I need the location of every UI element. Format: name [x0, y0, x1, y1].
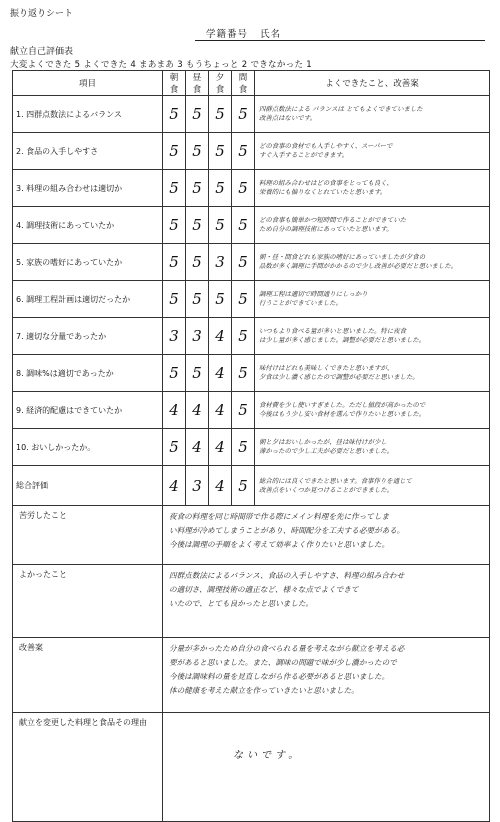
evaluation-row [13, 244, 490, 281]
score-dinner: 3 [209, 244, 232, 281]
score-dinner: 5 [209, 207, 232, 244]
row-note [255, 207, 490, 244]
score-lunch: 5 [186, 281, 209, 318]
score-breakfast: 5 [163, 244, 186, 281]
total-note-line: 改善点をいくつか見つけることができました。 [259, 485, 394, 494]
row-note [255, 392, 490, 429]
total-row [13, 466, 490, 506]
note-line: いつもより食べる量が多いと思いました。特に夜食 [259, 327, 406, 335]
reflection-label: 苦労したこと [13, 506, 163, 565]
note-line: 味付けはどれも美味しくできたと思いますが、 [259, 364, 394, 372]
document-title: 振り返りシート [10, 9, 74, 19]
row-note [255, 133, 490, 170]
col-item: 項目 [13, 71, 163, 96]
evaluation-row [13, 133, 490, 170]
note-line: 夕食は少し濃く感じたので調整が必要だと思いました。 [259, 373, 419, 381]
total-score-snack: 5 [232, 466, 255, 506]
total-score-lunch: 3 [186, 466, 209, 506]
reflection-label: よかったこと [13, 565, 163, 638]
score-breakfast: 5 [163, 207, 186, 244]
row-label: 10. おいしかったか。 [13, 429, 163, 466]
name-label: 氏名 [260, 29, 282, 40]
total-note [255, 466, 490, 506]
score-breakfast: 5 [163, 96, 186, 133]
reflection-label: 献立を変更した料理と食品その理由 [13, 713, 163, 822]
score-breakfast: 5 [163, 133, 186, 170]
rating-scale: 大変よくできた 5 よくできた 4 まあまあ 3 もうちょっと 2 できなかった 1 [10, 60, 312, 70]
row-note [255, 355, 490, 392]
student-id-line [206, 26, 281, 40]
evaluation-row [13, 392, 490, 429]
note-line: どの食事の食材でも入手しやすく、スーパーで [259, 142, 393, 150]
note-line: 四群点数法による バランスは とてもよくできていました [259, 105, 423, 113]
score-breakfast: 5 [163, 355, 186, 392]
score-dinner: 4 [209, 355, 232, 392]
note-line: 栄養的にも偏りなくとれていたと思います。 [259, 188, 387, 196]
score-breakfast: 5 [163, 170, 186, 207]
header-row [13, 71, 490, 96]
score-lunch: 5 [186, 207, 209, 244]
score-lunch: 5 [186, 96, 209, 133]
score-snack: 5 [232, 207, 255, 244]
score-lunch: 5 [186, 244, 209, 281]
reflection-line: 分量が多かったため自分の食べられる量を考えながら献立を考える必 [169, 644, 405, 653]
row-label: 1. 四群点数法によるバランス [13, 96, 163, 133]
note-line: すぐ入手することができます。 [259, 151, 348, 159]
score-lunch: 4 [186, 429, 209, 466]
col-note: よくできたこと、改善案 [255, 71, 490, 96]
score-lunch: 5 [186, 133, 209, 170]
score-snack: 5 [232, 133, 255, 170]
score-dinner: 5 [209, 170, 232, 207]
row-label: 7. 適切な分量であったか [13, 318, 163, 355]
student-id-label: 学籍番号 [206, 29, 249, 40]
reflection-line: 今後は調味料の量を見直しながら作る必要があると思いました。 [169, 672, 390, 681]
col-breakfast: 朝食 [163, 71, 186, 96]
row-label: 2. 食品の入手しやすさ [13, 133, 163, 170]
reflection-row [13, 506, 490, 565]
row-note [255, 281, 490, 318]
score-breakfast: 4 [163, 392, 186, 429]
row-label: 3. 料理の組み合わせは適切か [13, 170, 163, 207]
note-line: 薄かったので少し工夫が必要だと思いました。 [259, 447, 394, 455]
note-line: は少し量が多く感じました。調整が必要だと思いました。 [259, 336, 426, 344]
row-note [255, 170, 490, 207]
reflection-text [163, 565, 490, 638]
reflection-text [163, 638, 490, 713]
row-note [255, 429, 490, 466]
evaluation-row [13, 207, 490, 244]
note-line: 行うことができていました。 [259, 299, 343, 307]
score-dinner: 5 [209, 96, 232, 133]
row-label: 9. 経済的配慮はできていたか [13, 392, 163, 429]
row-label: 5. 家族の嗜好にあっていたか [13, 244, 163, 281]
evaluation-row [13, 429, 490, 466]
reflection-line: 要があると思いました。また、調味の問題で味が少し濃かったので [169, 658, 397, 667]
note-line: 料理の組み合わせはどの食事をとっても良く、 [259, 179, 393, 187]
note-line: 調理工程は適切で時間通りにしっかり [259, 290, 368, 298]
score-lunch: 4 [186, 392, 209, 429]
reflection-row [13, 713, 490, 822]
row-note [255, 96, 490, 133]
score-dinner: 4 [209, 429, 232, 466]
reflection-line: 夜食の料理を同じ時間帯で作る際にメイン料理を先に作ってしま [169, 512, 390, 521]
reflection-row [13, 565, 490, 638]
score-snack: 5 [232, 96, 255, 133]
note-line: どの食事も簡単かつ短時間で作ることができていた [259, 216, 406, 224]
reflection-line: の適切さ、調理技術の適正など、様々な点でよくできて [169, 585, 359, 594]
note-line: 朝と夕はおいしかったが、昼は味付けが少し [259, 438, 387, 446]
reflection-label: 改善案 [13, 638, 163, 713]
note-line: ため自分の調理技術にあっていたと思います。 [259, 225, 393, 233]
score-snack: 5 [232, 281, 255, 318]
note-line: 品数が多く調理に手間がかかるので少し改善が必要だと思いました。 [259, 262, 458, 270]
row-note [255, 244, 490, 281]
section-title: 献立自己評価表 [10, 47, 74, 57]
evaluation-row [13, 318, 490, 355]
total-label: 総合評価 [13, 466, 163, 506]
score-snack: 5 [232, 318, 255, 355]
score-snack: 5 [232, 244, 255, 281]
row-label: 4. 調理技術にあっていたか [13, 207, 163, 244]
score-dinner: 5 [209, 133, 232, 170]
evaluation-row [13, 355, 490, 392]
evaluation-row [13, 281, 490, 318]
evaluation-table [12, 70, 490, 822]
note-line: 今後はもう少し安い食材を選んで作りたいと思いました。 [259, 410, 426, 418]
score-snack: 5 [232, 392, 255, 429]
evaluation-row [13, 170, 490, 207]
score-breakfast: 5 [163, 281, 186, 318]
reflection-line: 今後は調理の手順をよく考えて効率よく作りたいと思いました。 [169, 540, 390, 549]
col-lunch: 昼食 [186, 71, 209, 96]
score-lunch: 3 [186, 318, 209, 355]
reflection-line: いたので、とても良かったと思いました。 [169, 599, 314, 608]
total-score-dinner: 4 [209, 466, 232, 506]
reflection-row [13, 638, 490, 713]
row-label: 6. 調理工程計画は適切だったか [13, 281, 163, 318]
evaluation-row [13, 96, 490, 133]
col-snack: 間食 [232, 71, 255, 96]
note-line: 食材費を少し使いすぎました。ただし値段が高かったので [259, 401, 426, 409]
col-dinner: 夕食 [209, 71, 232, 96]
score-dinner: 5 [209, 281, 232, 318]
score-snack: 5 [232, 355, 255, 392]
reflection-text [163, 506, 490, 565]
id-underline [195, 40, 485, 41]
score-dinner: 4 [209, 392, 232, 429]
total-score-breakfast: 4 [163, 466, 186, 506]
score-lunch: 5 [186, 170, 209, 207]
row-label: 8. 調味%は適切であったか [13, 355, 163, 392]
note-line: 朝・昼・間食どれも家族の嗜好にあっていましたが夕食の [259, 253, 426, 261]
reflection-line: い料理が冷めてしまうことがあり、時間配分を工夫する必要がある。 [169, 526, 405, 535]
note-line: 改善点はないです。 [259, 114, 317, 122]
reflection-line: ないです。 [233, 750, 303, 761]
score-snack: 5 [232, 429, 255, 466]
reflection-line: 四群点数法によるバランス、食品の入手しやすさ、料理の組み合わせ [169, 571, 405, 580]
reflection-text [163, 713, 490, 822]
score-snack: 5 [232, 170, 255, 207]
score-breakfast: 5 [163, 429, 186, 466]
reflection-line: 体の健康を考えた献立を作っていきたいと思いました。 [169, 686, 359, 695]
total-note-line: 総合的には良くできたと思います。食事作りを通じて [259, 476, 412, 485]
score-lunch: 5 [186, 355, 209, 392]
row-note [255, 318, 490, 355]
score-breakfast: 3 [163, 318, 186, 355]
score-dinner: 4 [209, 318, 232, 355]
